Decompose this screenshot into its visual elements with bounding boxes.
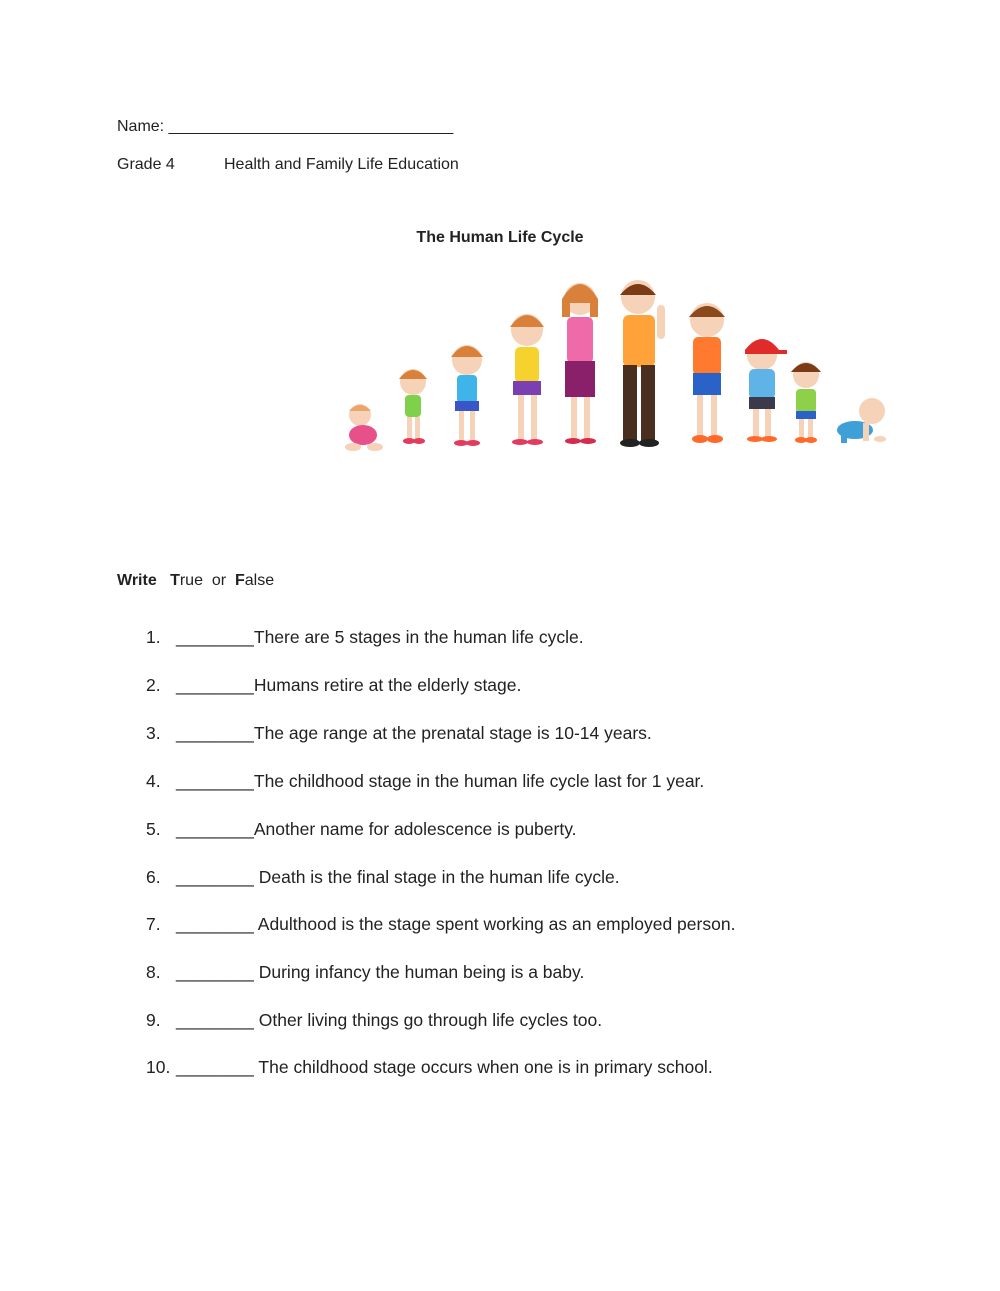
answer-blank[interactable]: ________	[176, 723, 254, 743]
question-number: 2.	[146, 675, 161, 695]
question-number: 7.	[146, 914, 161, 934]
answer-blank[interactable]: ________	[176, 962, 254, 982]
answer-blank[interactable]: ________	[176, 1010, 254, 1030]
subject-label: Health and Family Life Education	[224, 156, 459, 173]
baby-girl-figure	[345, 404, 383, 451]
instruction-false-letter: F	[234, 572, 245, 589]
list-item	[146, 1010, 602, 1031]
human-life-cycle-figures-icon	[335, 275, 900, 460]
list-item	[146, 962, 584, 983]
grade-subject-line	[117, 156, 459, 174]
list-item	[146, 867, 620, 888]
toddler-girl-figure	[399, 369, 427, 444]
list-item	[146, 675, 521, 696]
answer-blank[interactable]: ________	[176, 771, 254, 791]
question-number: 4.	[146, 771, 161, 791]
answer-blank[interactable]: ________	[176, 867, 254, 887]
crawling-baby-figure	[837, 398, 886, 443]
question-text: There are 5 stages in the human life cycle.	[253, 627, 584, 647]
list-item	[146, 723, 652, 744]
boy-with-cap-figure	[745, 339, 787, 442]
instruction-line	[117, 572, 274, 590]
teen-boy-figure	[689, 303, 725, 443]
answer-blank[interactable]: ________	[176, 627, 254, 647]
man-figure	[620, 280, 665, 447]
answer-blank[interactable]: ________	[176, 914, 254, 934]
instruction-false-rest: alse	[244, 572, 275, 589]
woman-figure	[562, 283, 598, 444]
question-text: Other living things go through life cycles too.	[253, 1010, 603, 1030]
question-number: 3.	[146, 723, 161, 743]
question-text: The age range at the prenatal stage is 10-14 years.	[253, 723, 652, 743]
page-title: The Human Life Cycle	[416, 229, 584, 246]
instruction-write: Write	[117, 572, 157, 589]
question-number: 5.	[146, 819, 161, 839]
list-item	[146, 771, 704, 792]
question-number: 8.	[146, 962, 161, 982]
name-field-line[interactable]	[117, 118, 453, 136]
list-item	[146, 819, 577, 840]
instruction-true-rest: rue	[179, 572, 203, 589]
question-text: Humans retire at the elderly stage.	[253, 675, 522, 695]
answer-blank[interactable]: ________	[176, 819, 254, 839]
older-girl-figure	[510, 314, 544, 445]
question-number: 9.	[146, 1010, 161, 1030]
list-item	[146, 1057, 713, 1078]
small-boy-figure	[791, 362, 821, 443]
question-number: 6.	[146, 867, 161, 887]
question-text: Adulthood is the stage spent working as an employed person.	[253, 914, 736, 934]
grade-label: Grade 4	[117, 156, 175, 173]
question-text: Another name for adolescence is puberty.	[253, 819, 577, 839]
name-label: Name: ________________________________	[117, 118, 454, 135]
question-number: 10.	[146, 1057, 171, 1077]
young-girl-figure	[451, 345, 483, 446]
question-number: 1.	[146, 627, 161, 647]
list-item	[146, 914, 735, 935]
question-text: The childhood stage occurs when one is in primary school.	[253, 1057, 713, 1077]
question-text: Death is the final stage in the human life cycle.	[253, 867, 620, 887]
answer-blank[interactable]: ________	[176, 675, 254, 695]
answer-blank[interactable]: ________	[176, 1057, 254, 1077]
question-text: During infancy the human being is a baby.	[253, 962, 585, 982]
list-item	[146, 627, 584, 648]
instruction-true-letter: T	[170, 572, 180, 589]
instruction-or: or	[211, 572, 227, 589]
question-text: The childhood stage in the human life cycle last for 1 year.	[253, 771, 705, 791]
